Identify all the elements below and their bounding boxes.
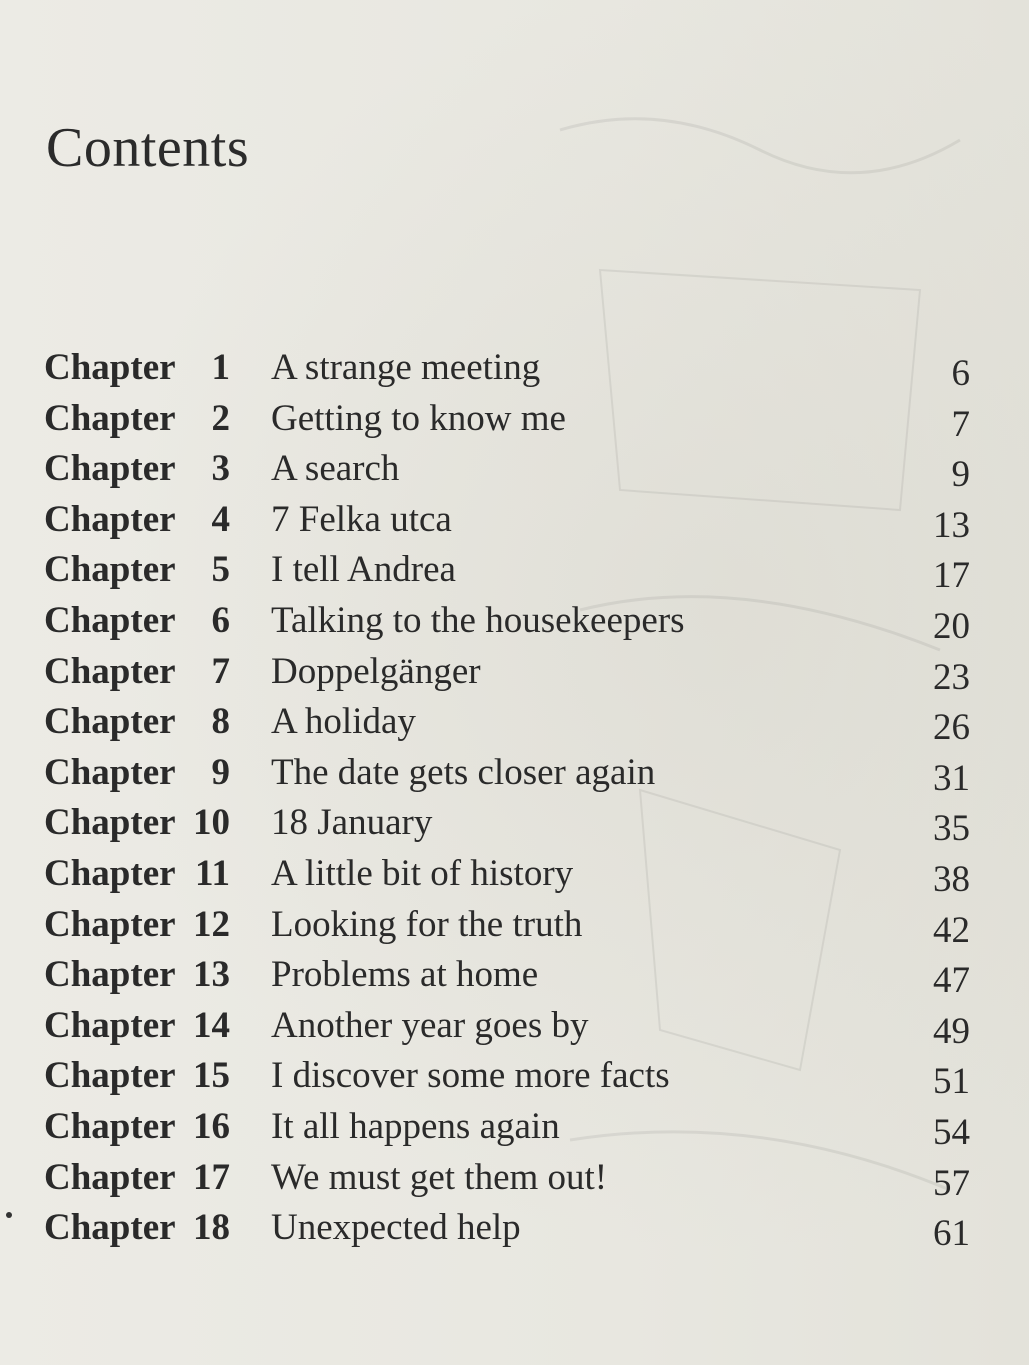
chapter-title: 7 Felka utca	[271, 498, 452, 540]
toc-row	[42, 1153, 982, 1204]
chapter-number: 15	[193, 1055, 230, 1097]
chapter-number: 1	[211, 347, 230, 388]
chapter-number: 10	[193, 802, 230, 844]
chapter-title: A strange meeting	[271, 347, 541, 388]
chapter-label: Chapter	[44, 599, 176, 641]
chapter-number: 8	[211, 701, 230, 743]
chapter-label: Chapter	[44, 1105, 176, 1147]
chapter-label: Chapter	[44, 802, 176, 844]
chapter-number: 4	[211, 498, 230, 540]
chapter-number: 16	[193, 1105, 230, 1147]
chapter-title: The date gets closer again	[271, 751, 656, 793]
chapter-number: 5	[211, 549, 230, 591]
page-number: 42	[933, 909, 970, 951]
chapter-number: 13	[193, 954, 230, 996]
page-number: 57	[933, 1162, 970, 1204]
chapter-number: 17	[193, 1156, 230, 1198]
chapter-title: Unexpected help	[271, 1207, 521, 1249]
chapter-title: A little bit of history	[271, 852, 574, 894]
page-title: Contents	[46, 116, 250, 179]
chapter-number: 18	[193, 1207, 230, 1249]
chapter-label: Chapter	[44, 852, 176, 894]
chapter-label: Chapter	[44, 650, 176, 692]
page-number: 23	[933, 656, 970, 698]
page-number: 9	[951, 454, 970, 496]
chapter-number: 9	[211, 751, 230, 793]
toc-row	[42, 849, 982, 900]
chapter-number: 7	[211, 650, 230, 692]
toc-row	[42, 798, 982, 849]
chapter-label: Chapter	[44, 1055, 176, 1097]
toc-row	[42, 697, 982, 748]
chapter-title: We must get them out!	[271, 1156, 608, 1198]
chapter-title: A holiday	[271, 701, 416, 743]
page-number: 35	[933, 808, 970, 850]
chapter-label: Chapter	[44, 397, 176, 439]
chapter-label: Chapter	[44, 954, 176, 996]
page-number: 51	[933, 1061, 970, 1103]
page-number: 17	[933, 555, 970, 597]
toc-row	[42, 545, 982, 596]
chapter-number: 12	[193, 903, 230, 945]
page-number: 31	[933, 757, 970, 799]
page-number: 13	[933, 504, 970, 546]
table-of-contents	[42, 343, 982, 1254]
chapter-label: Chapter	[44, 347, 176, 388]
toc-row	[42, 444, 982, 495]
page-number: 38	[933, 858, 970, 900]
toc-row	[42, 343, 982, 394]
page-number: 20	[933, 605, 970, 647]
chapter-number: 11	[195, 852, 230, 894]
chapter-label: Chapter	[44, 751, 176, 793]
chapter-label: Chapter	[44, 448, 176, 490]
chapter-label: Chapter	[44, 1207, 176, 1249]
toc-row	[42, 596, 982, 647]
chapter-label: Chapter	[44, 1004, 176, 1046]
chapter-number: 2	[211, 397, 230, 439]
chapter-label: Chapter	[44, 549, 176, 591]
chapter-title: Looking for the truth	[271, 903, 583, 945]
chapter-title: Getting to know me	[271, 397, 566, 439]
toc-row	[42, 1102, 982, 1153]
chapter-label: Chapter	[44, 1156, 176, 1198]
toc-row	[42, 950, 982, 1001]
toc-row	[42, 394, 982, 445]
toc-row	[42, 1001, 982, 1052]
toc-row	[42, 748, 982, 799]
page-number: 26	[933, 707, 970, 749]
toc-row	[42, 1203, 982, 1254]
page-number: 7	[951, 403, 970, 445]
toc-row	[42, 495, 982, 546]
chapter-number: 6	[211, 599, 230, 641]
page-number: 54	[933, 1111, 970, 1153]
chapter-title: Problems at home	[271, 954, 539, 996]
toc-row	[42, 1051, 982, 1102]
chapter-title: I discover some more facts	[271, 1055, 670, 1097]
chapter-title: 18 January	[271, 802, 433, 844]
toc-row	[42, 647, 982, 698]
page-number: 47	[933, 960, 970, 1002]
ink-speck	[6, 1212, 12, 1218]
chapter-label: Chapter	[44, 903, 176, 945]
page-number: 6	[951, 353, 970, 394]
chapter-title: Another year goes by	[271, 1004, 589, 1046]
chapter-label: Chapter	[44, 498, 176, 540]
toc-row	[42, 900, 982, 951]
chapter-title: I tell Andrea	[271, 549, 456, 591]
chapter-number: 3	[211, 448, 230, 490]
page-number: 61	[933, 1213, 970, 1255]
chapter-title: It all happens again	[271, 1105, 560, 1147]
page-number: 49	[933, 1010, 970, 1052]
chapter-title: Doppelgänger	[271, 650, 481, 692]
chapter-title: A search	[271, 448, 400, 490]
chapter-number: 14	[193, 1004, 230, 1046]
chapter-title: Talking to the housekeepers	[271, 599, 685, 641]
chapter-label: Chapter	[44, 701, 176, 743]
